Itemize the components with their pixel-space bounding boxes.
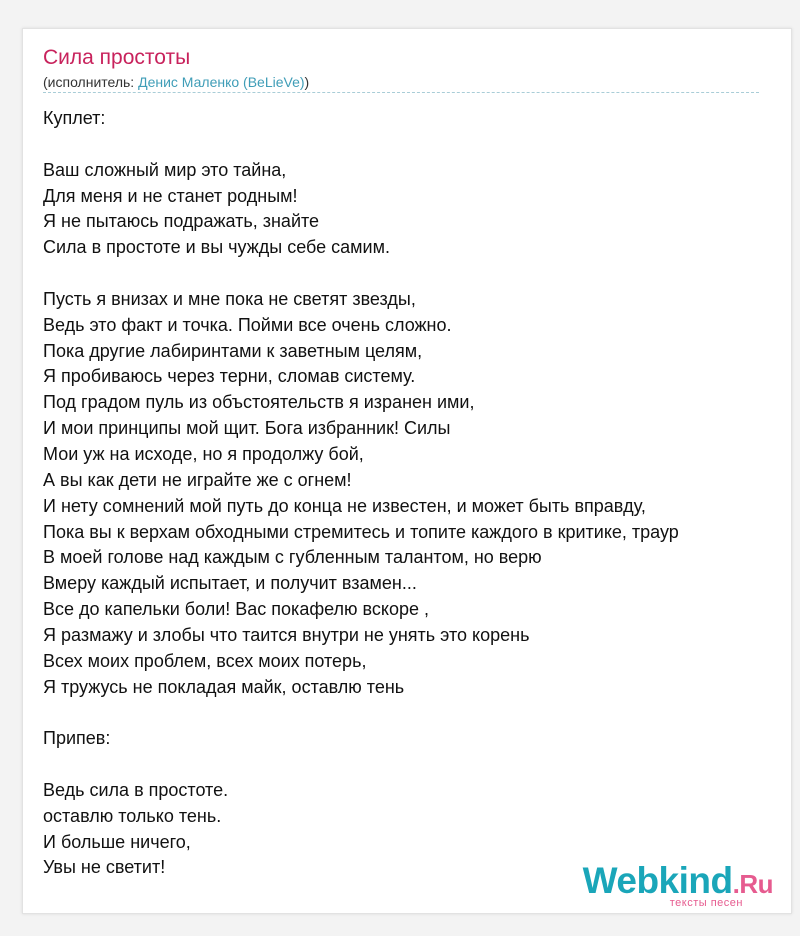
lyric-line: А вы как дети не играйте же с огнем! (43, 469, 352, 490)
lyric-line: Пусть я внизах и мне пока не светят звезды, (43, 288, 416, 309)
lyric-line: Я тружусь не покладая майк, оставлю тень (43, 676, 405, 697)
lyric-line: И нету сомнений мой путь до конца не известен, и может быть вправду, (43, 495, 646, 516)
artist-link[interactable]: Денис Маленко (BeLieVe) (138, 74, 305, 90)
lyric-line: Увы не светит! (43, 857, 166, 878)
lyric-line: Пока вы к верхам обходными стремитесь и топите каждого в критике, траур (43, 521, 679, 542)
lyric-line: Сила в простоте и вы чужды себе самим. (43, 237, 390, 258)
lyric-line: Для меня и не станет родным! (43, 185, 298, 206)
lyric-line (43, 132, 679, 158)
lyric-line: И больше ничего, (43, 831, 191, 852)
lyric-line (43, 700, 679, 726)
lyric-line: Под градом пуль из объстоятельств я изранен ими, (43, 392, 475, 413)
lyric-line: Все до капельки боли! Вас покафелю вскоре , (43, 599, 430, 620)
artist-prefix: (исполнитель: (43, 74, 139, 90)
artist-suffix: ) (304, 74, 310, 90)
lyric-line: И мои принципы мой щит. Бога избранник! Силы (43, 418, 451, 439)
lyric-line: Мои уж на исходе, но я продолжу бой, (43, 443, 364, 464)
lyric-line (43, 261, 679, 287)
lyric-line: Я не пытаюсь подражать, знайте (43, 211, 320, 232)
lyric-line: Куплет: (43, 108, 106, 128)
lyrics-card (22, 28, 792, 914)
lyric-line (43, 752, 679, 778)
logo-tagline: тексты песен (669, 897, 743, 909)
lyrics-text (43, 106, 679, 881)
lyric-line: Я пробиваюсь через терни, сломав систему. (43, 366, 416, 387)
lyric-line: Вмеру каждый испытает, и получит взамен... (43, 573, 417, 594)
logo-main-text: Webkind (582, 860, 733, 901)
lyric-line: Всех моих проблем, всех моих потерь, (43, 650, 367, 671)
webkind-logo[interactable] (583, 862, 773, 909)
lyric-line: В моей голове над каждым с губленным талантом, но верю (43, 547, 542, 568)
lyric-line: Я размажу и злобы что таится внутри не унять это корень (43, 624, 530, 645)
lyric-line: Припев: (43, 728, 111, 749)
song-title: Сила простоты (43, 46, 191, 69)
lyric-line: Пока другие лабиринтами к заветным целям, (43, 340, 423, 361)
logo-tld: .Ru (732, 869, 773, 899)
lyric-line: Ваш сложный мир это тайна, (43, 159, 287, 180)
artist-byline (43, 73, 309, 91)
lyric-line: Ведь это факт и точка. Пойми все очень сложно. (43, 314, 452, 335)
lyric-line: Ведь сила в простоте. (43, 779, 229, 800)
lyric-line: оставлю только тень. (43, 805, 222, 826)
title-divider (43, 92, 759, 93)
